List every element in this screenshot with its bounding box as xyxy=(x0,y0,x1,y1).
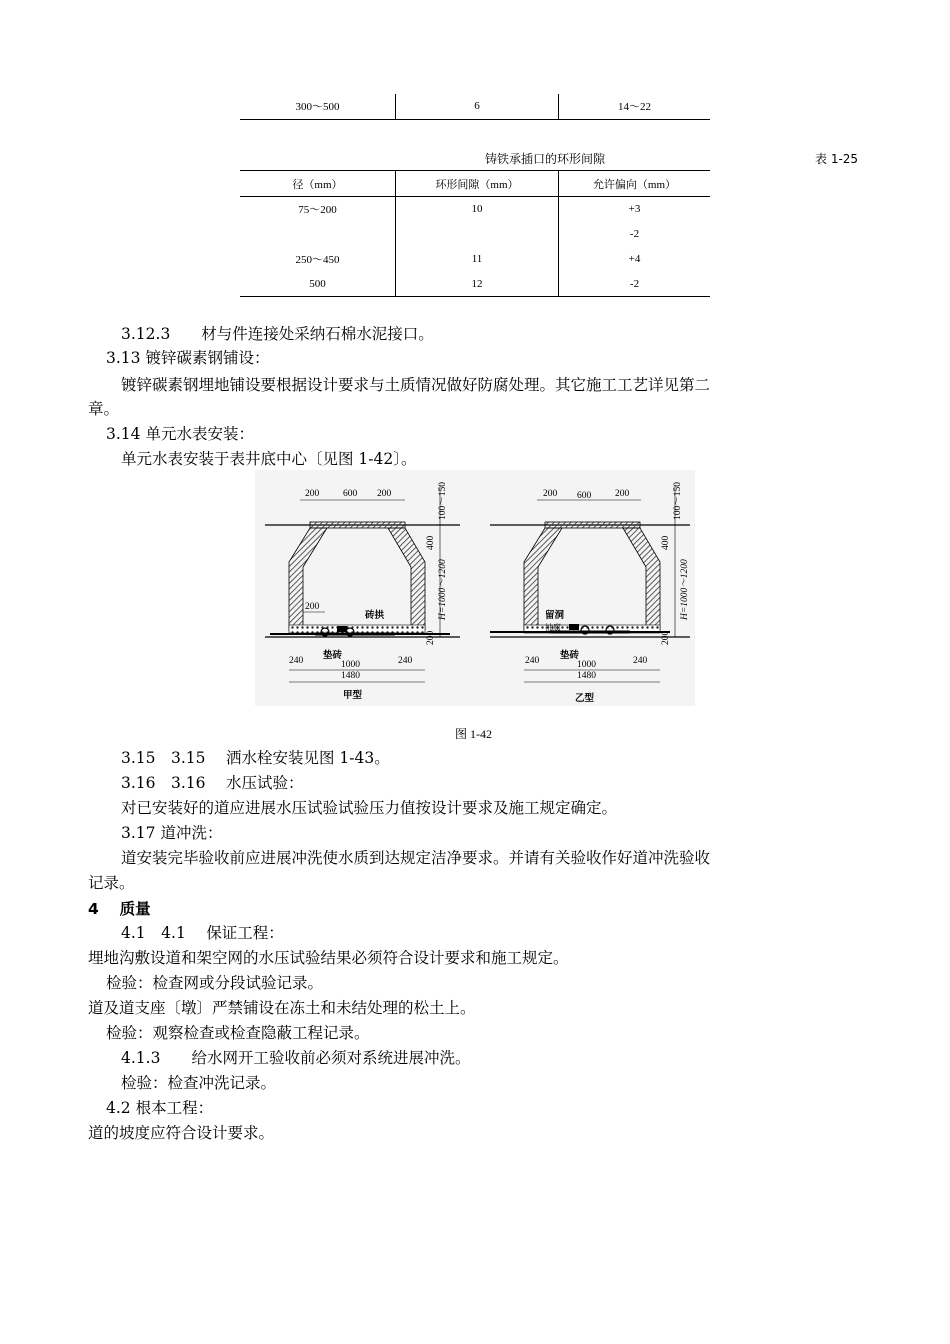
table-cell xyxy=(240,222,396,247)
v-dim-label: 200 xyxy=(661,630,671,645)
paragraph: 4.1.3 给水网开工验收前必须对系统进展冲洗。 xyxy=(121,1049,471,1067)
brick-arch-label: 砖拱 xyxy=(365,611,385,621)
table-cell: 300～500 xyxy=(295,101,340,114)
figure-meter-well xyxy=(255,470,695,706)
column-header: 径（mm） xyxy=(292,178,343,191)
total-dim-label: 1480 xyxy=(577,671,596,681)
inner-dim-label: 1000 xyxy=(577,660,596,670)
table-row xyxy=(240,272,710,297)
table-header-row xyxy=(240,171,710,197)
top-dim-label: 200 xyxy=(377,489,392,499)
paragraph: 镀锌碳素钢埋地铺设要根据设计要求与土质情况做好防腐处理。其它施工工艺详见第二 xyxy=(121,376,711,394)
table-cell: +4 xyxy=(559,247,711,272)
table-cell: 250～450 xyxy=(295,254,340,266)
top-dim-label: 200 xyxy=(305,489,320,499)
paragraph: 对已安装好的道应进展水压试验试验压力值按设计要求及施工规定确定。 xyxy=(121,799,618,817)
table-cell xyxy=(396,222,559,247)
column-header: 环形间隙（mm） xyxy=(396,171,559,197)
paragraph: 3.12.3 材与件连接处采纳石棉水泥接口。 xyxy=(121,325,434,343)
total-dim-label: 1480 xyxy=(341,671,360,681)
pipe-dim-label: 200 xyxy=(305,602,320,612)
top-dim-label: 600 xyxy=(577,491,592,501)
v-dim-label: 200 xyxy=(426,630,436,645)
inner-dim-label: 1000 xyxy=(341,660,360,670)
table-cell: 12 xyxy=(396,272,559,297)
figure-sub-label: 乙型 xyxy=(575,694,595,704)
heading: 3.13 镀锌碳素钢铺设： xyxy=(106,349,270,367)
table-cell: 10 xyxy=(396,197,559,222)
figure-sub-label: 甲型 xyxy=(343,691,363,701)
figure-caption: 图 1-42 xyxy=(455,727,492,741)
v-dim-label: H=1000～1200 xyxy=(680,559,690,620)
table-cell: 75～200 xyxy=(298,204,337,217)
table-cell: +3 xyxy=(559,197,711,222)
table-cell: -2 xyxy=(559,222,711,247)
table-cell: 14～22 xyxy=(559,94,711,119)
heading: 3.14 单元水表安装： xyxy=(106,425,254,443)
table-row xyxy=(240,197,710,222)
table-row xyxy=(240,247,710,272)
paragraph: 检验：检查冲洗记录。 xyxy=(121,1074,277,1092)
wall-dim-label: 240 xyxy=(525,656,540,666)
hole-label: 留洞 xyxy=(545,611,565,621)
top-dim-label: 600 xyxy=(343,489,358,499)
paragraph: 埋地沟敷设道和架空网的水压试验结果必须符合设计要求和施工规定。 xyxy=(88,949,569,967)
heading: 3.15 3.15 洒水栓安装见图 1-43。 xyxy=(121,749,390,767)
paragraph: 记录。 xyxy=(88,874,135,892)
v-dim-label: 400 xyxy=(426,535,436,550)
table-number: 表 1-25 xyxy=(815,152,859,166)
paragraph: 检验：检查网或分段试验记录。 xyxy=(106,974,324,992)
table-row xyxy=(240,94,710,119)
table-row xyxy=(240,222,710,247)
v-dim-label: 400 xyxy=(661,535,671,550)
hole-label: 抽腐 xyxy=(545,623,561,632)
table-title: 铸铁承插口的环形间隙 xyxy=(484,152,605,166)
pad-brick-label: 垫砖 xyxy=(323,651,343,661)
wall-dim-label: 240 xyxy=(633,656,648,666)
table-cell: 6 xyxy=(396,94,559,119)
heading: 3.17 道冲洗： xyxy=(121,824,223,842)
v-dim-label: 100～150 xyxy=(673,481,683,520)
table-cell: 11 xyxy=(396,247,559,272)
paragraph: 道安装完毕验收前应进展冲洗使水质到达规定洁净要求。并请有关验收作好道冲洗验收 xyxy=(121,849,711,867)
table-cell: -2 xyxy=(559,272,711,297)
v-dim-label: 100～150 xyxy=(438,481,448,520)
top-dim-label: 200 xyxy=(615,489,630,499)
paragraph: 单元水表安装于表井底中心〔见图 1-42〕。 xyxy=(121,450,417,468)
paragraph: 道及道支座〔墩〕严禁铺设在冻土和未结处理的松土上。 xyxy=(88,999,476,1017)
table-cell: 500 xyxy=(309,277,326,290)
paragraph: 章。 xyxy=(88,400,120,418)
heading: 4.2 根本工程： xyxy=(106,1099,214,1117)
heading: 4.1 4.1 保证工程： xyxy=(121,924,284,942)
section-heading: 4 质量 xyxy=(88,900,151,918)
wall-dim-label: 240 xyxy=(398,656,413,666)
v-dim-label: H=1000～1200 xyxy=(438,559,448,620)
column-header: 允许偏向（mm） xyxy=(559,171,711,197)
wall-dim-label: 240 xyxy=(289,656,304,666)
heading: 3.16 3.16 水压试验： xyxy=(121,774,304,792)
table-ring-gap xyxy=(240,170,710,297)
pad-brick-label: 垫砖 xyxy=(560,651,580,661)
paragraph: 道的坡度应符合设计要求。 xyxy=(88,1124,275,1142)
table-top-fragment xyxy=(240,94,710,120)
paragraph: 检验：观察检查或检查隐蔽工程记录。 xyxy=(106,1024,370,1042)
top-dim-label: 200 xyxy=(543,489,558,499)
